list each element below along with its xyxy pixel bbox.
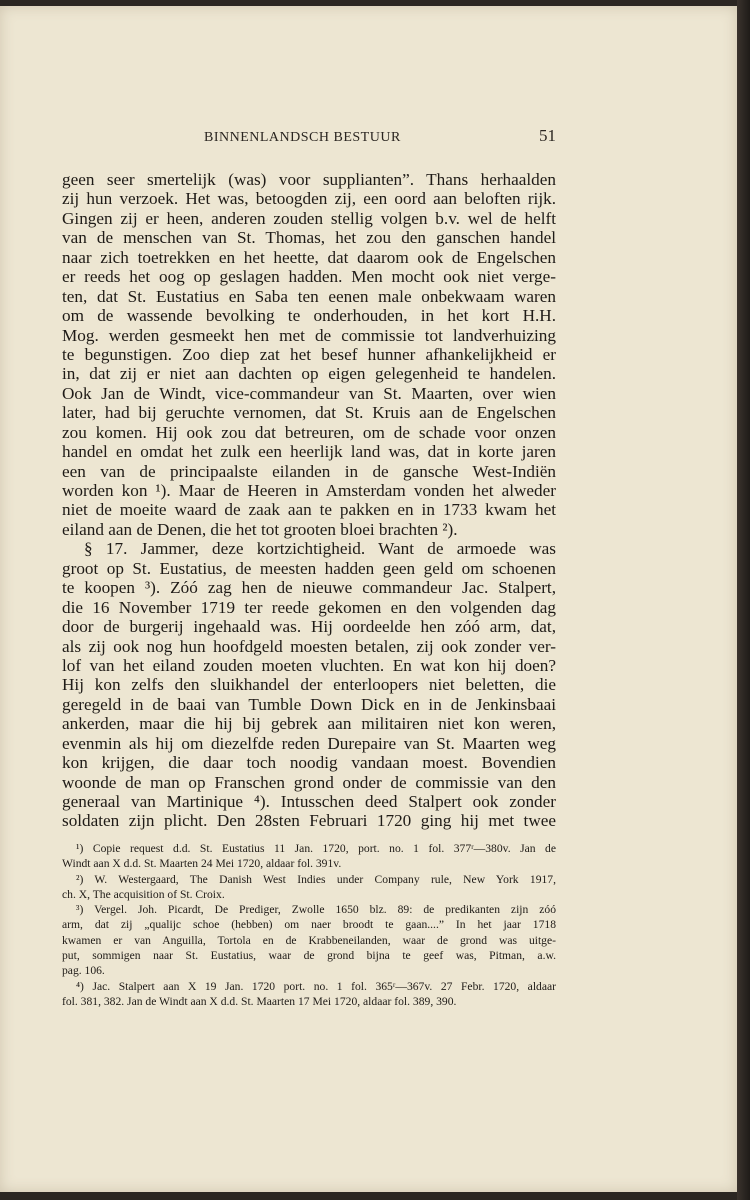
text-line: door de burgerij ingehaald was. Hij oordeelde hen zóó arm, dat, (62, 617, 556, 637)
text-line: Hij kon zelfs den sluikhandel der enterloopers niet beletten, die (62, 675, 556, 695)
footnotes (62, 841, 556, 1009)
text-line: evenmin als hij om diezelfde reden Durepaire van St. Maarten weg (62, 733, 556, 753)
text-line: kon krijgen, die daar toch noodig vandaan moest. Bovendien (62, 753, 556, 773)
text-line: naar zich toetrekken en het heette, dat daarom ook de Engelschen (62, 247, 556, 267)
footnote-line: put, sommigen naar St. Eustatius, waar de grond bijna te geef was, Pitman, a.w. (62, 949, 556, 963)
text-line: Mog. werden gesmeekt hen met de commissie tot landverhuizing (62, 325, 556, 345)
text-line: ten, dat St. Eustatius en Saba ten eenen male onbekwaam waren (62, 286, 556, 306)
text-line: zij hun verzoek. Het was, betoogden zij, een oord aan beloften rijk. (62, 189, 556, 209)
text-line: Gingen zij er heen, anderen zouden stellig volgen b.v. wel de helft (62, 208, 556, 228)
footnote-line: pag. 106. (62, 964, 105, 978)
running-head: BINNENLANDSCH BESTUUR (204, 130, 401, 145)
footnote-line: kwamen er van Anguilla, Tortola en de Krabbeneilanden, waar de grond was uitge- (62, 933, 556, 947)
text-line: er reeds het oog op geslagen hadden. Men mocht ook niet verge- (62, 267, 556, 287)
text-line: soldaten zijn plicht. Den 28sten Februari 1720 ging hij met twee (62, 811, 556, 831)
footnote-line: fol. 381, 382. Jan de Windt aan X d.d. St. Maarten 17 Mei 1720, aldaar fol. 389, 390. (62, 994, 457, 1008)
text-line: worden kon ¹). Maar de Heeren in Amsterdam vonden het alweder (62, 481, 556, 500)
text-line: Ook Jan de Windt, vice-commandeur van St. Maarten, over wien (62, 383, 556, 403)
page-header (62, 126, 556, 150)
body-text (62, 170, 556, 831)
text-line: ankerden, maar die hij bij gebrek aan militairen niet kon weren, (62, 714, 556, 734)
text-line: lof van het eiland zouden moeten vluchten. En wat kon hij doen? (62, 655, 556, 675)
text-line: een van de principaalste eilanden in de gansche West-Indiën (62, 461, 556, 481)
text-line: groot op St. Eustatius, de meesten hadden geen geld om schoenen (62, 558, 556, 578)
text-line: te koopen ³). Zóó zag hen de nieuwe commandeur Jac. Stalpert, (62, 578, 556, 598)
text-line: niet de moeite waard de zaak aan te pakken en in 1733 kwam het (62, 500, 556, 520)
text-line: handel en omdat het zulk een heerlijk land was, dat in korte jaren (62, 442, 556, 462)
text-line: later, had bij geruchte vernomen, dat St. Kruis aan de Engelschen (62, 403, 556, 423)
text-line: als zij ook nog hun hoofdgeld moesten betalen, zij ook zonder ver- (62, 636, 556, 656)
page-edge (737, 0, 750, 1200)
text-line: om de wassende bevolking te onderhouden, in het kort H.H. (62, 306, 556, 326)
footnote-line: arm, dat zij „qualijc schoe (hebben) om naer broodt te gaan....” In het jaar 1718 (62, 918, 556, 932)
footnote-4: ⁴) Jac. Stalpert aan X 19 Jan. 1720 port. no. 1 fol. 365ʳ—367v. 27 Febr. 1720, aldaar (76, 979, 556, 993)
footnote-line: ch. X, The acquisition of St. Croix. (62, 887, 225, 901)
text-line: die 16 November 1719 ter reede gekomen en den volgenden dag (62, 597, 556, 617)
footnote-line: Windt aan X d.d. St. Maarten 24 Mei 1720, aldaar fol. 391v. (62, 857, 342, 871)
text-line: van de menschen van St. Thomas, het zou den ganschen handel (62, 228, 556, 248)
text-line: eiland aan de Denen, die het tot grooten bloei brachten ²). (62, 519, 458, 539)
page-number: 51 (539, 126, 556, 145)
text-line: zou komen. Hij ook zou dat betreuren, om de schade voor onzen (62, 422, 556, 442)
text-line: te begunstigen. Zoo diep zat het besef hunner afhankelijkheid er (62, 344, 556, 364)
footnote-1: ¹) Copie request d.d. St. Eustatius 11 Jan. 1720, port. no. 1 fol. 377ʳ—380v. Jan de (76, 842, 556, 855)
text-line: geregeld in de baai van Tumble Down Dick en in de Jenkinsbaai (62, 694, 556, 714)
footnote-2: ²) W. Westergaard, The Danish West Indies under Company rule, New York 1917, (76, 872, 556, 886)
footnote-3: ³) Vergel. Joh. Picardt, De Prediger, Zwolle 1650 blz. 89: de predikanten zijn zóó (76, 903, 556, 917)
text-line: in, dat zij er niet aan dachten op eigen gelegenheid te handelen. (62, 364, 556, 384)
text-line: generaal van Martinique ⁴). Intusschen deed Stalpert ook zonder (62, 792, 556, 811)
text-line: geen seer smertelijk (was) voor supplianten”. Thans herhaalden (62, 170, 556, 189)
footnote-separator (62, 835, 556, 836)
paragraph-start-line: § 17. Jammer, deze kortzichtigheid. Want de armoede was (84, 539, 556, 559)
text-line: woonde de man op Franschen grond onder de commissie van den (62, 772, 556, 792)
